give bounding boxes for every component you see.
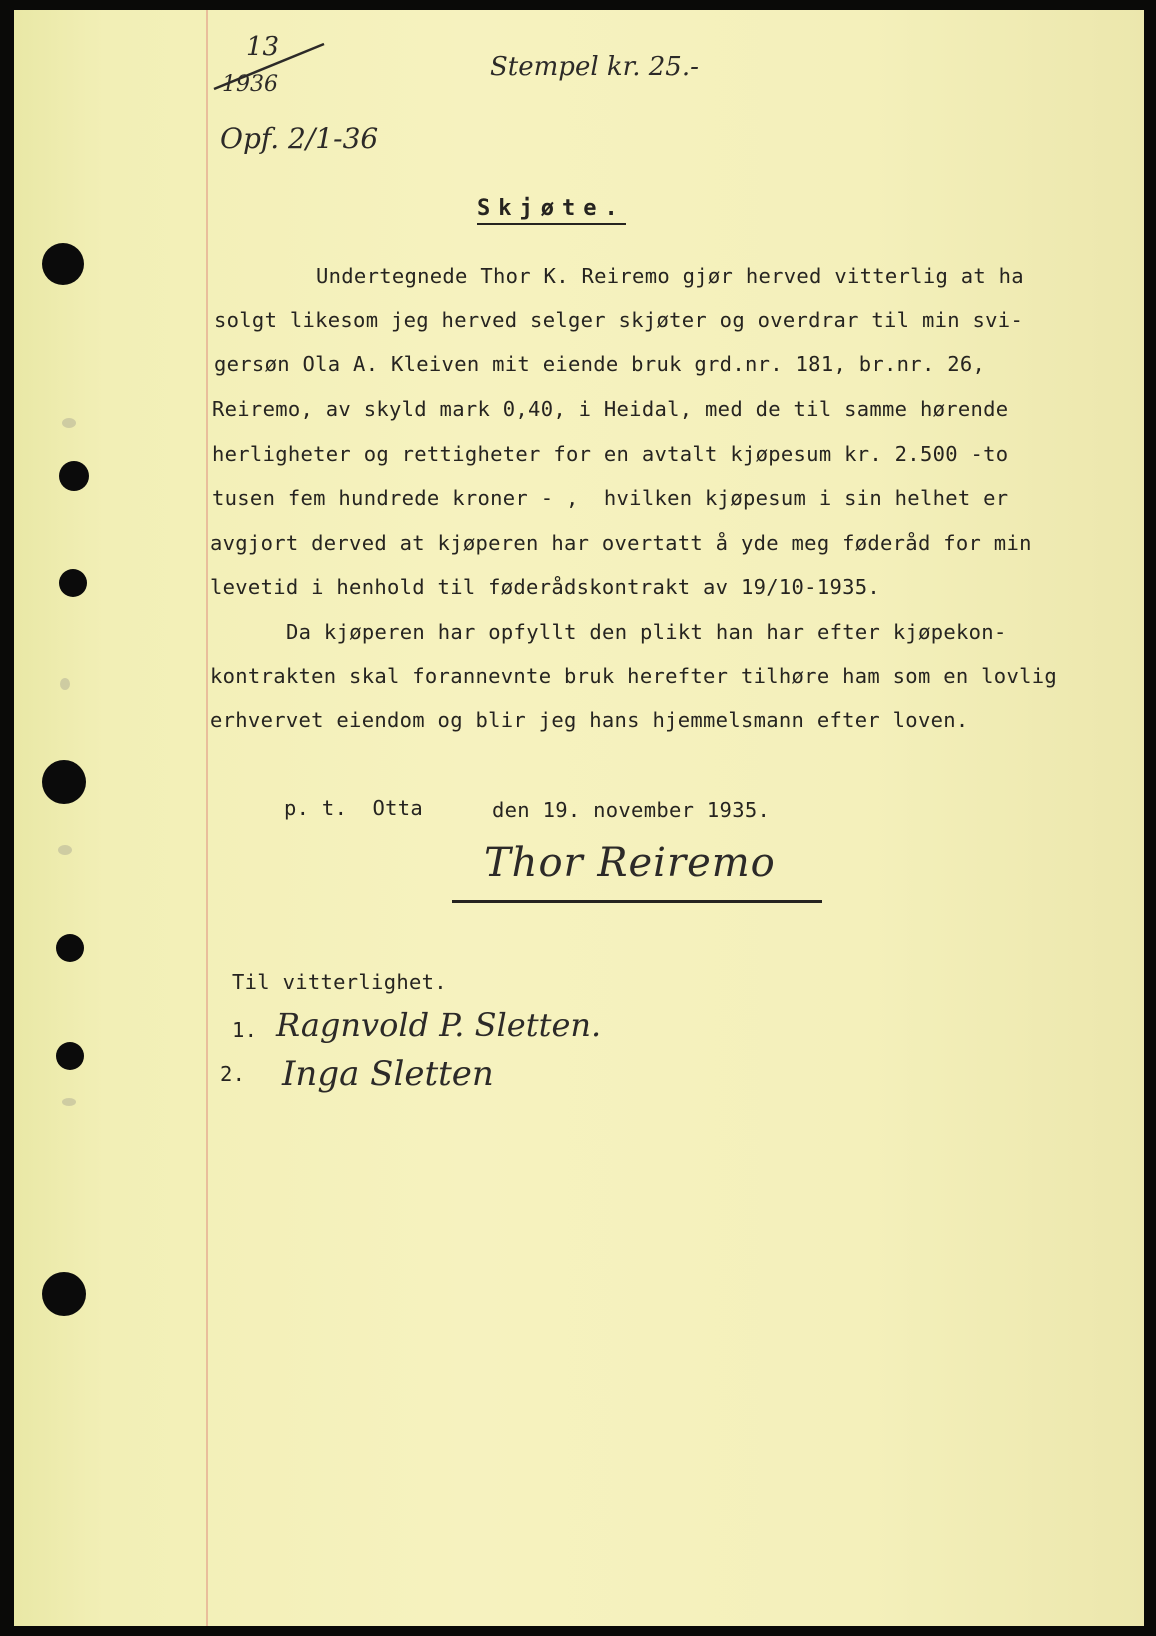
body-line: solgt likesom jeg herved selger skjøter og overdrar til min svi- <box>214 308 1024 332</box>
annotation-stamp-note: Stempel kr. 25.- <box>490 52 699 82</box>
document-page <box>14 10 1144 1626</box>
document-title: Skjøte. <box>477 196 626 225</box>
witness-signature: Ragnvold P. Sletten. <box>276 1006 602 1044</box>
margin-rule <box>206 10 208 1626</box>
paper-mark <box>62 418 76 428</box>
body-line: levetid i henhold til føderådskontrakt av 19/10-1935. <box>210 575 881 599</box>
annotation-number: 13 <box>246 32 280 62</box>
witness-signature: Inga Sletten <box>282 1054 494 1094</box>
witness-heading: Til vitterlighet. <box>232 970 447 994</box>
body-line: Undertegnede Thor K. Reiremo gjør herved vitterlig at ha <box>316 264 1024 288</box>
punch-hole <box>59 569 87 597</box>
place: p. t. Otta <box>284 796 424 820</box>
body-line: Da kjøperen har opfyllt den plikt han har efter kjøpekon- <box>286 620 1007 644</box>
body-line: avgjort derved at kjøperen har overtatt å yde meg føderåd for min <box>210 531 1032 555</box>
paper-mark <box>58 845 72 855</box>
body-line: tusen fem hundrede kroner - , hvilken kjøpesum i sin helhet er <box>212 486 1009 510</box>
body-line: Reiremo, av skyld mark 0,40, i Heidal, med de til samme hørende <box>212 397 1009 421</box>
body-line: gersøn Ola A. Kleiven mit eiende bruk grd.nr. 181, br.nr. 26, <box>214 352 986 376</box>
punch-hole <box>56 934 84 962</box>
paper-mark <box>60 678 70 690</box>
date: den 19. november 1935. <box>492 798 771 822</box>
annotation-registered: Opf. 2/1-36 <box>220 122 379 155</box>
punch-hole <box>42 760 86 804</box>
witness-number: 2. <box>220 1062 246 1086</box>
punch-hole <box>59 461 89 491</box>
punch-hole <box>42 243 84 285</box>
punch-hole <box>42 1272 86 1316</box>
punch-hole <box>56 1042 84 1070</box>
witness-number: 1. <box>232 1018 258 1042</box>
signature: Thor Reiremo <box>484 840 776 886</box>
paper-mark <box>62 1098 76 1106</box>
body-line: kontrakten skal forannevnte bruk herefter tilhøre ham som en lovlig <box>210 664 1058 688</box>
annotation-year: 1936 <box>222 72 278 97</box>
signature-line <box>452 900 822 903</box>
body-line: herligheter og rettigheter for en avtalt kjøpesum kr. 2.500 -to <box>212 442 1009 466</box>
body-line: erhvervet eiendom og blir jeg hans hjemmelsmann efter loven. <box>210 708 969 732</box>
